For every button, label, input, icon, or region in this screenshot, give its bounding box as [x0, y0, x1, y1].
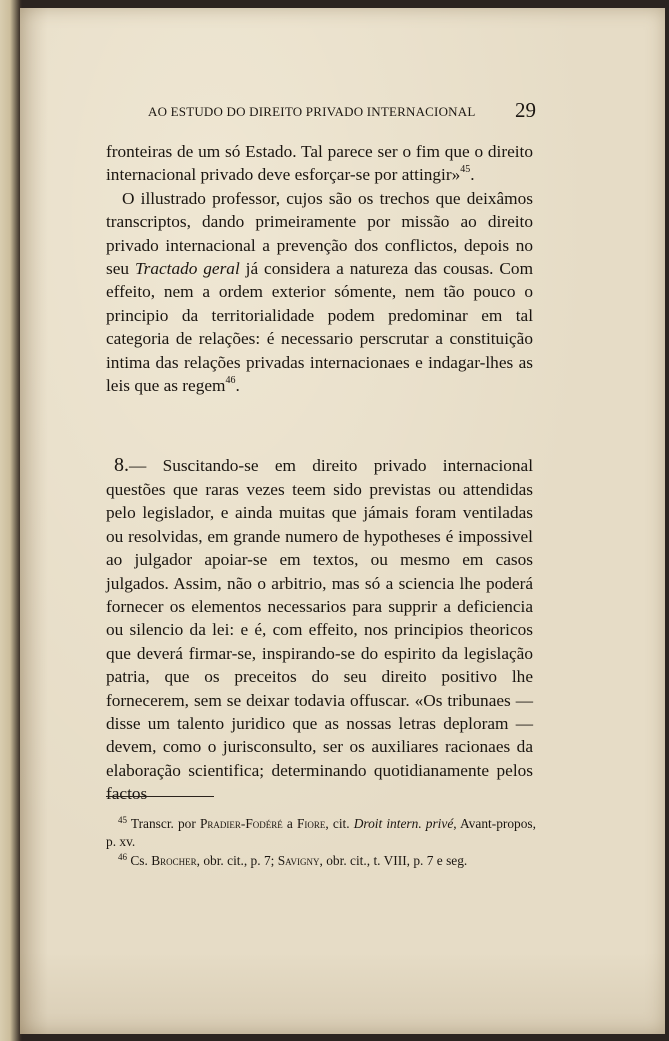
- page-number: 29: [515, 98, 536, 122]
- body-text: [106, 140, 533, 806]
- running-head-title: AO ESTUDO DO DIREITO PRIVADO INTERNACIONAL: [148, 104, 476, 119]
- footnote-45: [106, 815, 536, 850]
- cited-author: Fiore: [296, 816, 326, 831]
- footnote-text: Transcr. por: [127, 816, 200, 831]
- note-reference-46: 46: [225, 375, 236, 387]
- paragraph-2-text-start: O illustrado professor, cujos são os trechos que deixâmos transcriptos, dando primeiramente por missão ao direito privado internacional a prevenção dos conflictos, depois no seu: [106, 188, 533, 279]
- footnote-text: , obr. cit., p. 7;: [196, 853, 278, 868]
- footnote-text: , obr. cit., t. VIII, p. 7 e seg.: [319, 853, 468, 868]
- running-head: [148, 100, 536, 122]
- section-number: 8.: [114, 454, 129, 477]
- footnote-text: , Avant-propos, p. xv.: [106, 816, 536, 849]
- book-gutter: [0, 0, 22, 1041]
- footnote-mark: 45: [118, 815, 127, 825]
- paragraph-2-text-end: já considera a natureza das cousas. Com effeito, nem a ordem exterior sómente, nem tão pouco o principio da territorialidade podem predominar em tal categoria de relações: é necessario perscrutar a constituição intima das relações privadas internacionaes e indagar-lhes as leis que as regem: [106, 259, 534, 396]
- paragraph-2: [106, 187, 533, 398]
- footnotes: [106, 815, 536, 872]
- footnote-text: , cit.: [325, 816, 354, 831]
- paragraph-1-end: .: [470, 165, 475, 185]
- cited-work-title: Tractado geral: [134, 259, 240, 279]
- paragraph-3-text: — Suscitando-se em direito privado internacional questões que raras vezes teem sido previstas ou attendidas pelo legislador, e ainda muitas que jámais foram ventiladas ou resolvidas, em grande numero de hypotheses é impossivel ao julgador apoiar-se em textos, ou mesmo em casos julgados. Assim, não o arbitrio, mas só a sciencia lhe poderá fornecer os elementos necessarios para supprir a deficiencia ou silencio da lei: e é, com effeito, nos principios theoricos que deverá firmar-se, inspirando-se do espirito da legislação patria, que os preceitos do seu direito positivo lhe fornecerem, sem se deixar todavia offuscar. «Os tribunaes — disse um talento juridico que as nossas letras deploram — devem, como o jurisconsulto, ser os auxiliares racionaes da elaboração scientifica; determinando quotidianamente pelos factos: [106, 456, 533, 804]
- cited-author: Pradier-Fodéré: [199, 816, 283, 831]
- paragraph-3: [106, 454, 533, 805]
- footnote-text: a: [282, 816, 297, 831]
- footnote-46: [106, 852, 536, 870]
- note-reference-45: 45: [460, 164, 471, 176]
- paragraph-1: [106, 140, 533, 187]
- cited-author: Brocher: [151, 853, 197, 868]
- footnote-mark: 46: [118, 852, 127, 862]
- footnote-text: Cs.: [127, 853, 152, 868]
- footnote-rule: [106, 796, 214, 797]
- cited-work: Droit intern. privé: [353, 816, 454, 831]
- cited-author: Savigny: [277, 853, 320, 868]
- paragraph-1-text: fronteiras de um só Estado. Tal parece ser o fim que o direito internacional privado deve esforçar-se por attingir»: [106, 142, 533, 185]
- paragraph-2-end: .: [235, 376, 240, 396]
